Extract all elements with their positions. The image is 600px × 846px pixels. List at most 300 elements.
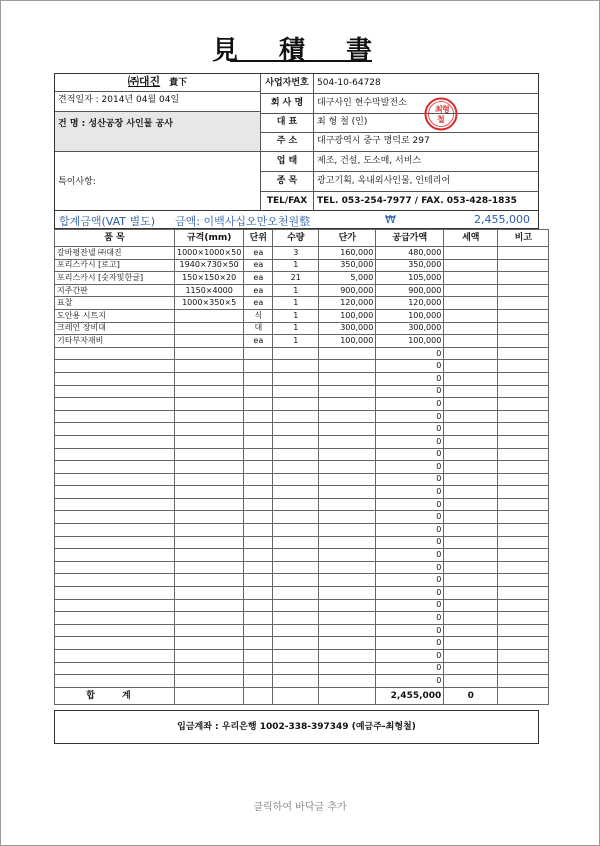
table-cell: 지주간판: [55, 284, 175, 297]
table-cell: [319, 410, 376, 423]
table-cell: [444, 398, 498, 411]
table-cell: [444, 561, 498, 574]
table-cell: [319, 624, 376, 637]
table-header-row: [55, 230, 549, 247]
table-row: [55, 372, 549, 385]
title-underline: [230, 60, 372, 62]
column-header: 세액: [444, 230, 498, 247]
table-cell: [498, 335, 549, 348]
table-row: [55, 448, 549, 461]
table-cell: 900,000: [319, 284, 376, 297]
table-cell: [55, 662, 175, 675]
project-line: [55, 112, 260, 151]
table-cell: [175, 536, 244, 549]
table-cell: 1150×4000: [175, 284, 244, 297]
table-cell: [444, 435, 498, 448]
currency-symbol: ₩: [385, 213, 396, 226]
table-cell: [244, 561, 273, 574]
table-cell: 21: [273, 272, 319, 285]
table-cell: [498, 410, 549, 423]
client-line: [55, 74, 260, 90]
table-cell: [444, 247, 498, 260]
table-cell: [273, 662, 319, 675]
table-cell: [273, 347, 319, 360]
table-cell: 350,000: [376, 259, 444, 272]
total-supply-amount: 2,455,000: [376, 687, 444, 704]
table-cell: [498, 297, 549, 310]
table-cell: [444, 536, 498, 549]
reg-no-label: 사업자번호: [265, 78, 309, 88]
table-cell: [175, 549, 244, 562]
table-cell: [55, 599, 175, 612]
table-cell: [244, 637, 273, 650]
total-cell: [175, 687, 244, 704]
table-cell: [319, 612, 376, 625]
total-cell: [244, 687, 273, 704]
table-cell: ea: [244, 335, 273, 348]
table-cell: 0: [376, 448, 444, 461]
table-row: [55, 624, 549, 637]
table-cell: [319, 486, 376, 499]
table-cell: [273, 561, 319, 574]
table-cell: [498, 360, 549, 373]
table-cell: [55, 549, 175, 562]
table-cell: [498, 524, 549, 537]
table-cell: [175, 524, 244, 537]
table-cell: ea: [244, 297, 273, 310]
table-row: [55, 498, 549, 511]
header-rule: [55, 91, 260, 92]
table-cell: [498, 247, 549, 260]
table-cell: [273, 574, 319, 587]
table-cell: [498, 511, 549, 524]
table-cell: 100,000: [376, 309, 444, 322]
table-cell: [273, 410, 319, 423]
table-cell: [319, 650, 376, 663]
table-cell: [175, 637, 244, 650]
table-cell: [273, 650, 319, 663]
total-cell: [319, 687, 376, 704]
table-cell: 0: [376, 461, 444, 474]
table-cell: [498, 423, 549, 436]
table-cell: [273, 385, 319, 398]
table-cell: [55, 385, 175, 398]
column-header: 공급가액: [376, 230, 444, 247]
project-label: 건 명 :: [58, 119, 89, 129]
table-row: [55, 650, 549, 663]
table-cell: [244, 435, 273, 448]
table-cell: 1: [273, 297, 319, 310]
table-cell: [273, 587, 319, 600]
column-header: 품 목: [55, 230, 175, 247]
table-cell: 기타부자재비: [55, 335, 175, 348]
table-cell: ea: [244, 272, 273, 285]
table-row: [55, 599, 549, 612]
svg-text:최: 최: [435, 104, 443, 114]
table-cell: [244, 360, 273, 373]
table-cell: [244, 511, 273, 524]
table-row: [55, 385, 549, 398]
table-cell: [244, 372, 273, 385]
table-cell: [444, 347, 498, 360]
table-row: [55, 637, 549, 650]
table-cell: [175, 385, 244, 398]
total-cell: [273, 687, 319, 704]
table-cell: [319, 549, 376, 562]
header-rule: [55, 111, 260, 112]
table-cell: [273, 423, 319, 436]
total-tax: 0: [444, 687, 498, 704]
table-cell: [175, 309, 244, 322]
business-label: 업 태: [276, 156, 298, 166]
table-cell: 100,000: [319, 309, 376, 322]
table-row: [55, 675, 549, 688]
table-cell: [498, 662, 549, 675]
table-cell: [444, 511, 498, 524]
table-cell: [55, 372, 175, 385]
table-cell: 350,000: [319, 259, 376, 272]
table-cell: 1: [273, 322, 319, 335]
table-cell: [498, 473, 549, 486]
table-cell: [273, 473, 319, 486]
table-cell: [444, 549, 498, 562]
column-header: 단위: [244, 230, 273, 247]
table-cell: [55, 561, 175, 574]
table-cell: [244, 473, 273, 486]
table-cell: [273, 511, 319, 524]
table-cell: 0: [376, 549, 444, 562]
table-cell: [498, 587, 549, 600]
table-cell: 0: [376, 486, 444, 499]
table-cell: [55, 423, 175, 436]
table-cell: 0: [376, 385, 444, 398]
table-cell: 0: [376, 473, 444, 486]
table-cell: 0: [376, 662, 444, 675]
table-cell: [498, 675, 549, 688]
table-cell: 900,000: [376, 284, 444, 297]
table-row: [55, 536, 549, 549]
table-cell: [444, 297, 498, 310]
table-cell: [55, 461, 175, 474]
company-label: 회 사 명: [270, 98, 304, 108]
table-cell: [244, 587, 273, 600]
table-cell: [498, 561, 549, 574]
table-row: [55, 511, 549, 524]
table-cell: 5,000: [319, 272, 376, 285]
table-cell: [444, 486, 498, 499]
table-cell: 식: [244, 309, 273, 322]
total-row: [55, 687, 549, 704]
table-cell: [273, 524, 319, 537]
table-cell: [244, 398, 273, 411]
table-cell: [175, 675, 244, 688]
table-cell: [55, 398, 175, 411]
table-cell: 0: [376, 675, 444, 688]
amount-in-words: 금액: 이백사십오만오천원整: [175, 215, 311, 228]
table-cell: [498, 637, 549, 650]
table-row: [55, 272, 549, 285]
table-cell: [175, 473, 244, 486]
table-cell: [319, 662, 376, 675]
table-cell: [319, 498, 376, 511]
table-cell: [55, 574, 175, 587]
table-cell: 1: [273, 259, 319, 272]
table-cell: [444, 284, 498, 297]
table-cell: [55, 511, 175, 524]
table-row: [55, 561, 549, 574]
table-cell: [444, 423, 498, 436]
vat-label: 합계금액(VAT 별도): [59, 215, 156, 228]
quote-header-box: [54, 73, 539, 211]
table-cell: 480,000: [376, 247, 444, 260]
table-cell: [175, 398, 244, 411]
table-cell: 갈바평잔넬 ㈜대진: [55, 247, 175, 260]
table-cell: [244, 624, 273, 637]
table-cell: 1000×1000×50: [175, 247, 244, 260]
project-name: 성산공장 사인물 공사: [88, 119, 173, 129]
table-cell: [319, 423, 376, 436]
table-cell: 포리스카시 [로고]: [55, 259, 175, 272]
table-cell: [498, 624, 549, 637]
table-cell: [319, 473, 376, 486]
table-cell: [244, 410, 273, 423]
table-cell: [175, 511, 244, 524]
table-cell: ea: [244, 284, 273, 297]
table-cell: [244, 650, 273, 663]
table-cell: 0: [376, 624, 444, 637]
table-row: [55, 335, 549, 348]
table-cell: [319, 561, 376, 574]
table-cell: [55, 435, 175, 448]
table-cell: [175, 448, 244, 461]
table-cell: 0: [376, 410, 444, 423]
table-row: [55, 259, 549, 272]
table-cell: [444, 372, 498, 385]
table-cell: [444, 624, 498, 637]
table-cell: [444, 309, 498, 322]
header-rule: [260, 113, 539, 114]
total-amount: 2,455,000: [474, 213, 530, 226]
table-cell: [244, 486, 273, 499]
header-rule: [260, 132, 539, 133]
table-cell: [498, 448, 549, 461]
table-cell: [319, 574, 376, 587]
table-cell: [498, 259, 549, 272]
table-cell: [55, 498, 175, 511]
table-cell: [444, 662, 498, 675]
table-cell: ea: [244, 259, 273, 272]
seal-stamp: [424, 97, 458, 131]
table-cell: [273, 599, 319, 612]
table-row: [55, 549, 549, 562]
table-cell: 150×150×20: [175, 272, 244, 285]
table-cell: [319, 360, 376, 373]
table-cell: [319, 511, 376, 524]
table-cell: 포리스카시 [숫자및한글]: [55, 272, 175, 285]
table-cell: [273, 624, 319, 637]
svg-text:형: 형: [442, 104, 450, 114]
table-cell: 1: [273, 309, 319, 322]
table-cell: [175, 423, 244, 436]
table-cell: [498, 435, 549, 448]
table-cell: 120,000: [319, 297, 376, 310]
table-cell: 0: [376, 498, 444, 511]
table-cell: [55, 675, 175, 688]
quote-date-line: [55, 92, 260, 108]
table-cell: [444, 322, 498, 335]
table-cell: [55, 347, 175, 360]
table-cell: [175, 322, 244, 335]
table-cell: 105,000: [376, 272, 444, 285]
table-cell: [444, 360, 498, 373]
table-row: [55, 247, 549, 260]
table-cell: [319, 599, 376, 612]
table-cell: [244, 347, 273, 360]
table-cell: [498, 385, 549, 398]
footer-placeholder[interactable]: 클릭하여 바닥글 추가: [253, 802, 347, 813]
quote-date-label: 견적일자 :: [58, 95, 102, 105]
table-cell: [319, 398, 376, 411]
table-cell: [55, 624, 175, 637]
table-cell: [175, 410, 244, 423]
table-cell: [175, 624, 244, 637]
table-row: [55, 309, 549, 322]
table-row: [55, 322, 549, 335]
table-cell: [244, 385, 273, 398]
table-cell: [175, 347, 244, 360]
table-cell: [319, 536, 376, 549]
table-cell: [175, 498, 244, 511]
table-cell: [244, 574, 273, 587]
table-cell: 300,000: [376, 322, 444, 335]
table-cell: [55, 473, 175, 486]
table-cell: [55, 612, 175, 625]
table-cell: 표찰: [55, 297, 175, 310]
table-cell: 0: [376, 423, 444, 436]
address: 대구광역시 중구 명덕로 297: [317, 136, 430, 146]
table-cell: 0: [376, 524, 444, 537]
table-row: [55, 435, 549, 448]
table-cell: [444, 335, 498, 348]
table-row: [55, 347, 549, 360]
table-cell: [273, 461, 319, 474]
table-cell: [244, 662, 273, 675]
business-type: 제조, 건설, 도소매, 서비스: [317, 156, 422, 166]
document-title: 見 積 書: [211, 36, 389, 66]
table-cell: [175, 486, 244, 499]
table-cell: 0: [376, 435, 444, 448]
table-cell: [55, 486, 175, 499]
table-cell: [498, 272, 549, 285]
table-row: [55, 423, 549, 436]
table-cell: 0: [376, 536, 444, 549]
table-cell: [273, 536, 319, 549]
table-cell: [319, 372, 376, 385]
table-cell: [444, 473, 498, 486]
table-cell: 100,000: [376, 335, 444, 348]
table-cell: [175, 650, 244, 663]
table-cell: [175, 574, 244, 587]
table-row: [55, 461, 549, 474]
table-cell: 3: [273, 247, 319, 260]
table-cell: [319, 587, 376, 600]
table-cell: [498, 650, 549, 663]
table-cell: [498, 536, 549, 549]
table-cell: [55, 448, 175, 461]
table-cell: 1: [273, 335, 319, 348]
table-cell: [175, 612, 244, 625]
table-cell: [444, 272, 498, 285]
table-cell: [444, 498, 498, 511]
table-cell: [175, 662, 244, 675]
table-cell: [244, 524, 273, 537]
tel-fax: TEL. 053-254-7977 / FAX. 053-428-1835: [317, 196, 517, 206]
header-rule: [260, 151, 539, 152]
address-label: 주 소: [276, 136, 298, 146]
table-cell: 100,000: [319, 335, 376, 348]
client-suffix: 貴下: [169, 78, 188, 88]
table-cell: [273, 675, 319, 688]
table-cell: [55, 650, 175, 663]
table-row: [55, 587, 549, 600]
table-cell: 0: [376, 561, 444, 574]
table-cell: 대: [244, 322, 273, 335]
table-cell: [444, 259, 498, 272]
table-cell: [273, 486, 319, 499]
total-note: [498, 687, 549, 704]
table-cell: 0: [376, 637, 444, 650]
table-cell: [244, 599, 273, 612]
table-cell: [319, 637, 376, 650]
table-cell: [55, 360, 175, 373]
table-row: [55, 284, 549, 297]
table-cell: [498, 398, 549, 411]
table-cell: 0: [376, 599, 444, 612]
quote-date: 2014년 04월 04일: [101, 95, 180, 105]
table-cell: [175, 599, 244, 612]
client-company: ㈜대진: [127, 75, 161, 88]
table-cell: 0: [376, 511, 444, 524]
table-cell: [444, 637, 498, 650]
table-cell: [444, 410, 498, 423]
table-row: [55, 612, 549, 625]
table-cell: [273, 498, 319, 511]
table-cell: [498, 372, 549, 385]
table-cell: [175, 335, 244, 348]
table-cell: [175, 587, 244, 600]
table-cell: 160,000: [319, 247, 376, 260]
table-cell: [273, 360, 319, 373]
table-cell: [273, 372, 319, 385]
table-cell: [444, 461, 498, 474]
table-cell: [498, 549, 549, 562]
table-cell: 도안용 시트지: [55, 309, 175, 322]
total-summary-bar: [54, 211, 539, 229]
telfax-label: TEL/FAX: [266, 196, 308, 206]
table-cell: [498, 347, 549, 360]
table-row: [55, 473, 549, 486]
reg-no: 504-10-64728: [317, 78, 381, 88]
table-cell: [444, 574, 498, 587]
total-label: 합 계: [55, 687, 175, 704]
table-cell: [319, 435, 376, 448]
table-cell: [498, 574, 549, 587]
column-header: 수량: [273, 230, 319, 247]
table-cell: [55, 524, 175, 537]
representative: 최 형 철 (인): [317, 117, 368, 127]
column-header: 비고: [498, 230, 549, 247]
table-cell: 0: [376, 574, 444, 587]
